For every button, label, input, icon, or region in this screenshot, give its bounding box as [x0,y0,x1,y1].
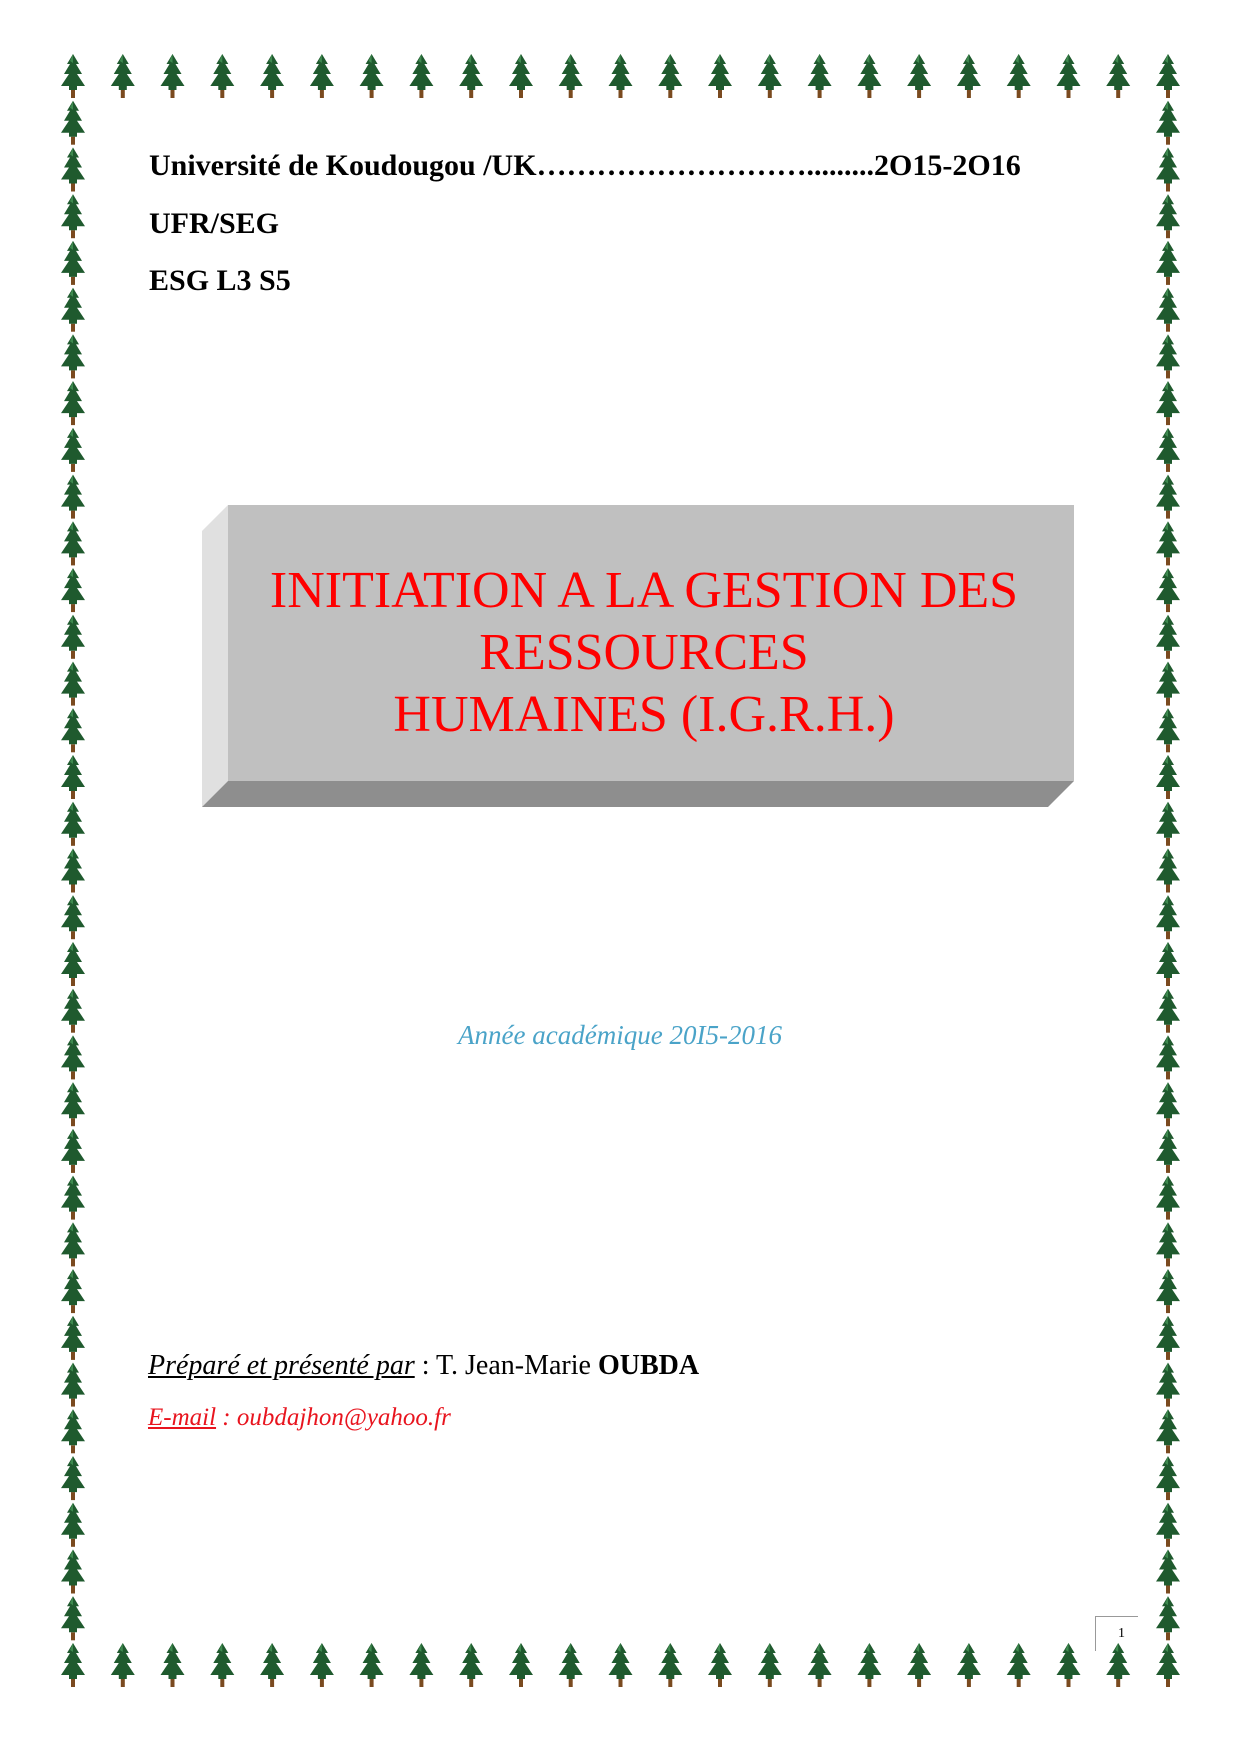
pine-tree-icon [1156,1129,1180,1173]
author-prefix: T. Jean-Marie [436,1350,598,1381]
pine-tree-icon [61,1643,85,1687]
pine-tree-icon [808,1643,832,1687]
pine-tree-icon [1156,241,1180,285]
pine-tree-icon [509,54,533,98]
pine-tree-icon [559,54,583,98]
page-number: 1 [1118,1626,1125,1641]
pine-tree-icon [61,1316,85,1360]
title-line-2: RESSOURCES [479,624,809,681]
pine-tree-icon [459,54,483,98]
pine-tree-icon [61,802,85,846]
pine-tree-icon [61,849,85,893]
pine-tree-icon [1156,942,1180,986]
page-number-box [1095,1616,1138,1651]
pine-tree-icon [1156,1409,1180,1453]
pine-tree-icon [1156,1176,1180,1220]
email-address[interactable]: : oubdajhon@yahoo.fr [216,1404,451,1431]
pine-tree-icon [907,1643,931,1687]
pine-tree-icon [61,334,85,378]
pine-tree-icon [61,241,85,285]
pine-tree-icon [1156,1456,1180,1500]
pine-tree-icon [1106,54,1130,98]
pine-tree-icon [360,54,384,98]
pine-tree-icon [61,1550,85,1594]
pine-tree-icon [658,54,682,98]
pine-tree-icon [708,1643,732,1687]
pine-tree-icon [61,568,85,612]
pine-tree-icon [509,1643,533,1687]
pine-tree-icon [61,1129,85,1173]
pine-tree-icon [1156,1596,1180,1640]
pine-tree-icon [61,381,85,425]
pine-tree-icon [1156,521,1180,565]
pine-tree-icon [1007,54,1031,98]
pine-tree-icon [61,615,85,659]
pine-tree-icon [61,895,85,939]
pine-tree-icon [1156,1222,1180,1266]
ufr-label: UFR/SEG [149,207,280,240]
pine-tree-icon [61,1176,85,1220]
pine-tree-icon [1156,1082,1180,1126]
pine-tree-icon [857,54,881,98]
pine-tree-icon [1156,1503,1180,1547]
pine-tree-icon [957,1643,981,1687]
pine-tree-icon [459,1643,483,1687]
pine-tree-icon [857,1643,881,1687]
pine-tree-icon [1156,849,1180,893]
pine-tree-icon [1156,1363,1180,1407]
pine-tree-icon [260,1643,284,1687]
pine-tree-icon [1156,288,1180,332]
pine-tree-icon [161,54,185,98]
pine-tree-icon [708,54,732,98]
author-separator: : [414,1350,436,1381]
pine-tree-icon [61,194,85,238]
pine-tree-icon [1156,568,1180,612]
pine-tree-icon [310,1643,334,1687]
pine-tree-icon [210,1643,234,1687]
pine-tree-icon [61,521,85,565]
pine-tree-icon [1057,1643,1081,1687]
pine-tree-icon [758,54,782,98]
author-line [148,1350,699,1382]
pine-tree-icon [61,1363,85,1407]
pine-tree-icon [1156,1316,1180,1360]
pine-tree-icon [609,54,633,98]
pine-tree-icon [1156,1269,1180,1313]
pine-tree-icon [1156,334,1180,378]
email-line [148,1404,451,1432]
title-line-1: INITIATION A LA GESTION DES [269,562,1019,619]
pine-tree-icon [61,1503,85,1547]
title-box [202,505,1074,807]
pine-tree-icon [409,54,433,98]
pine-tree-icon [1156,895,1180,939]
pine-tree-icon [61,54,85,98]
pine-tree-icon [61,942,85,986]
pine-tree-icon [61,1269,85,1313]
pine-tree-icon [907,54,931,98]
pine-tree-icon [957,54,981,98]
pine-tree-icon [61,662,85,706]
pine-tree-icon [758,1643,782,1687]
pine-tree-icon [161,1643,185,1687]
pine-tree-icon [1156,54,1180,98]
title-line-3: HUMAINES (I.G.R.H.) [393,686,895,743]
document-title [228,560,1060,746]
pine-tree-icon [61,1456,85,1500]
pine-tree-icon [609,1643,633,1687]
pine-tree-icon [61,288,85,332]
pine-tree-icon [1156,428,1180,472]
pine-tree-icon [61,101,85,145]
university-line: Université de Koudougou /UK……………………….........2O15-2O16 [149,149,1021,182]
pine-tree-icon [1156,148,1180,192]
level-label: ESG L3 S5 [149,264,291,297]
pine-tree-icon [61,148,85,192]
pine-tree-icon [310,54,334,98]
pine-tree-icon [1057,54,1081,98]
pine-tree-icon [658,1643,682,1687]
pine-tree-icon [1007,1643,1031,1687]
pine-tree-icon [1156,194,1180,238]
pine-tree-icon [1156,1550,1180,1594]
pine-tree-icon [808,54,832,98]
pine-tree-icon [1156,615,1180,659]
pine-tree-icon [111,54,135,98]
pine-tree-icon [61,428,85,472]
pine-tree-icon [61,755,85,799]
pine-tree-icon [61,1082,85,1126]
pine-tree-icon [1156,475,1180,519]
email-label: E-mail [148,1404,217,1431]
pine-tree-icon [111,1643,135,1687]
pine-tree-icon [1156,802,1180,846]
pine-tree-icon [360,1643,384,1687]
pine-tree-icon [61,475,85,519]
pine-tree-icon [1156,381,1180,425]
pine-tree-icon [61,1596,85,1640]
pine-tree-icon [61,708,85,752]
author-label: Préparé et présenté par [148,1350,415,1381]
pine-tree-icon [1156,662,1180,706]
pine-tree-icon [210,54,234,98]
author-surname: OUBDA [597,1350,700,1381]
pine-tree-icon [61,1409,85,1453]
pine-tree-icon [559,1643,583,1687]
pine-tree-icon [61,1222,85,1266]
academic-year: Année académique 20I5-2016 [458,1020,782,1050]
pine-tree-icon [409,1643,433,1687]
pine-tree-icon [1156,1643,1180,1687]
pine-tree-icon [1156,708,1180,752]
pine-tree-icon [260,54,284,98]
pine-tree-icon [1156,101,1180,145]
pine-tree-icon [1156,755,1180,799]
